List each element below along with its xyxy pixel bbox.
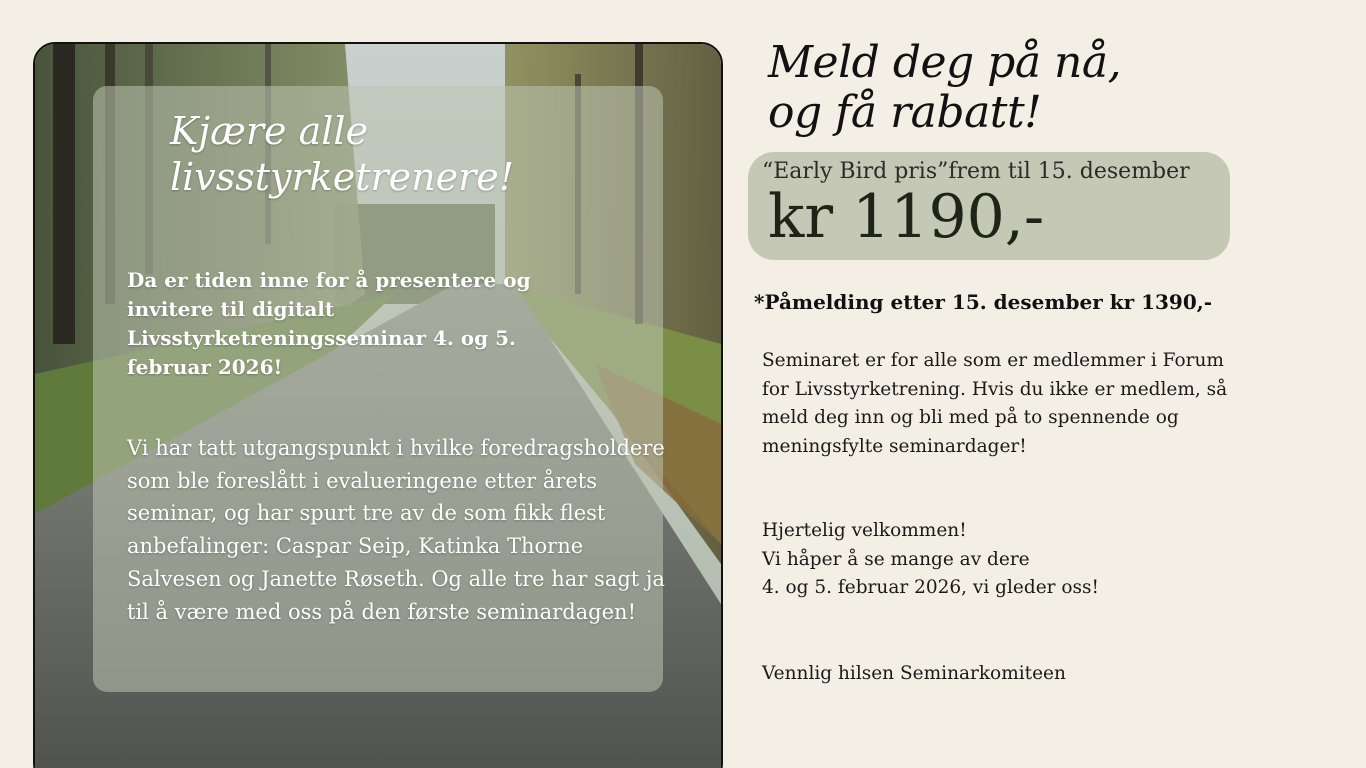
welcome-line-2: Vi håper å se mange av dere [762, 548, 1030, 570]
signature: Vennlig hilsen Seminarkomiteen [762, 663, 1066, 684]
card-heading: Kjære alle livsstyrketrenere! [170, 109, 515, 199]
early-bird-label: “Early Bird pris”frem til 15. desember [762, 159, 1190, 184]
card-intro-text: Da er tiden inne for å presentere og invitere til digitalt Livsstyrketreningsseminar 4. og 5. februar 2026! [127, 268, 531, 379]
membership-info-text: Seminaret er for alle som er medlemmer i Forum for Livsstyrketrening. Hvis du ikke er medlem, så meld deg inn og bli med på to spennende og meningsfylte seminardager! [762, 350, 1228, 457]
welcome-line-3: 4. og 5. februar 2026, vi gleder oss! [762, 577, 1099, 598]
early-bird-price-box [748, 152, 1230, 260]
card-body-text: Vi har tatt utgangspunkt i hvilke foredragsholdere som ble foreslått i evalueringene etter årets seminar, og har spurt tre av de som fikk flest anbefalinger: Caspar Seip, Katinka Thorne Salvesen og Janette Røseth. Og alle tre har sagt ja til å være med oss på den første seminardagen! [127, 436, 665, 624]
welcome-text [762, 517, 1232, 603]
late-registration-notice: *Påmelding etter 15. desember kr 1390,- [754, 290, 1213, 314]
early-bird-price: kr 1190,- [768, 182, 1045, 252]
photo-card [33, 42, 723, 768]
welcome-line-1: Hjertelig velkommen! [762, 520, 967, 541]
headline: Meld deg på nå, og få rabatt! [768, 37, 1122, 138]
